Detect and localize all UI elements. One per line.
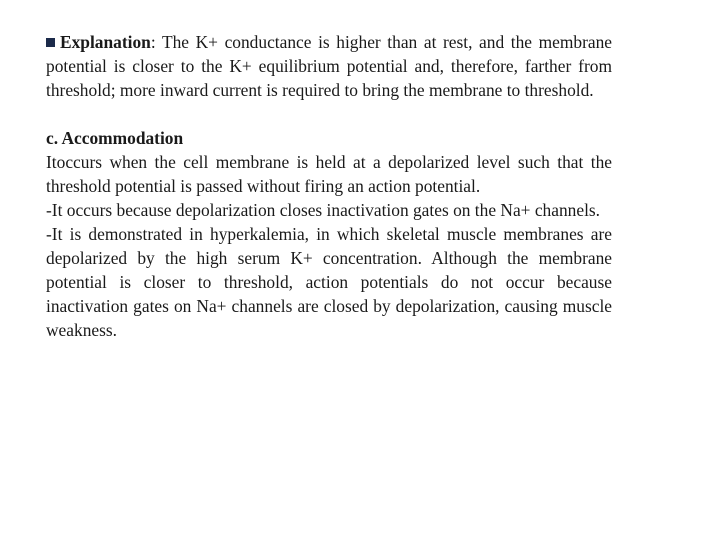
slide-content (46, 30, 612, 342)
explanation-label: Explanation (60, 32, 151, 52)
paragraph-spacer (46, 102, 612, 126)
accommodation-definition: Itoccurs when the cell membrane is held at a depolarized level such that the threshold potential is passed without firing an action potential. (46, 152, 612, 196)
accommodation-point-2: -It is demonstrated in hyperkalemia, in which skeletal muscle membranes are depolarized by the high serum K+ concentration. Although the membrane potential is closer to threshold, action potentials do not occur because inactivation gates on Na+ channels are closed by depolarization, causing muscle weakness. (46, 224, 612, 340)
section-heading: c. Accommodation (46, 128, 184, 148)
explanation-text: : The K+ conductance is higher than at rest, and the membrane potential is closer to the K+ equilibrium potential and, therefore, farther from threshold; more inward current is required to bring the membrane to threshold. (46, 32, 612, 100)
square-bullet-icon (46, 38, 55, 47)
accommodation-point-1: -It occurs because depolarization closes inactivation gates on the Na+ channels. (46, 200, 601, 220)
explanation-paragraph (46, 30, 612, 102)
